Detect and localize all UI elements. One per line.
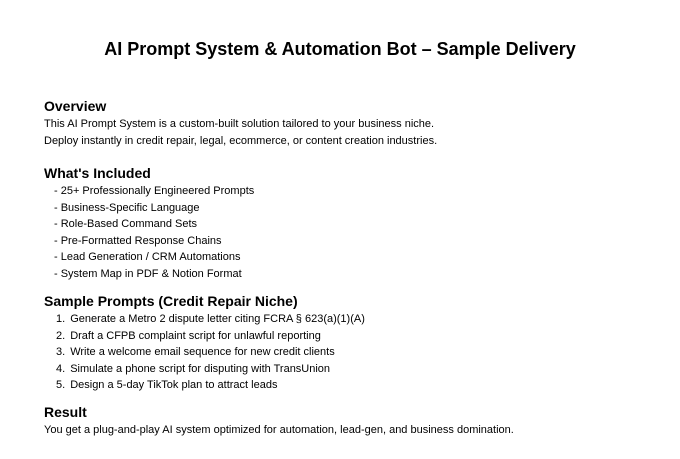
sample-prompts-heading: Sample Prompts (Credit Repair Niche): [44, 293, 298, 309]
overview-heading: Overview: [44, 98, 107, 114]
included-item: - Pre-Formatted Response Chains: [54, 235, 222, 247]
item-number: 1.: [56, 313, 66, 325]
sample-prompt-item: [56, 329, 321, 343]
sample-prompt-item: [56, 378, 277, 392]
included-item: - Role-Based Command Sets: [54, 218, 198, 230]
included-item: - 25+ Professionally Engineered Prompts: [54, 185, 255, 197]
item-text: Write a welcome email sequence for new credit clients: [70, 346, 335, 358]
item-text: Design a 5-day TikTok plan to attract leads: [70, 379, 278, 391]
included-item: - Business-Specific Language: [54, 202, 200, 214]
sample-prompt-item: [56, 312, 365, 326]
item-text: Simulate a phone script for disputing with TransUnion: [70, 363, 331, 375]
whats-included-heading: What's Included: [44, 165, 151, 181]
item-text: Generate a Metro 2 dispute letter citing FCRA § 623(a)(1)(A): [70, 313, 365, 325]
result-text: You get a plug-and-play AI system optimized for automation, lead-gen, and business domination.: [44, 424, 514, 436]
item-number: 2.: [56, 330, 66, 342]
item-number: 4.: [56, 363, 66, 375]
item-text: Draft a CFPB complaint script for unlawful reporting: [70, 330, 321, 342]
result-heading: Result: [44, 404, 87, 420]
overview-line: Deploy instantly in credit repair, legal, ecommerce, or content creation industries.: [44, 135, 438, 147]
sample-prompt-item: [56, 345, 335, 359]
included-item: - System Map in PDF & Notion Format: [54, 268, 242, 280]
overview-line: This AI Prompt System is a custom-built solution tailored to your business niche.: [44, 118, 435, 130]
sample-prompt-item: [56, 362, 330, 376]
included-item: - Lead Generation / CRM Automations: [54, 251, 241, 263]
document-title: AI Prompt System & Automation Bot – Sample Delivery: [104, 39, 576, 59]
item-number: 3.: [56, 346, 66, 358]
item-number: 5.: [56, 379, 66, 391]
